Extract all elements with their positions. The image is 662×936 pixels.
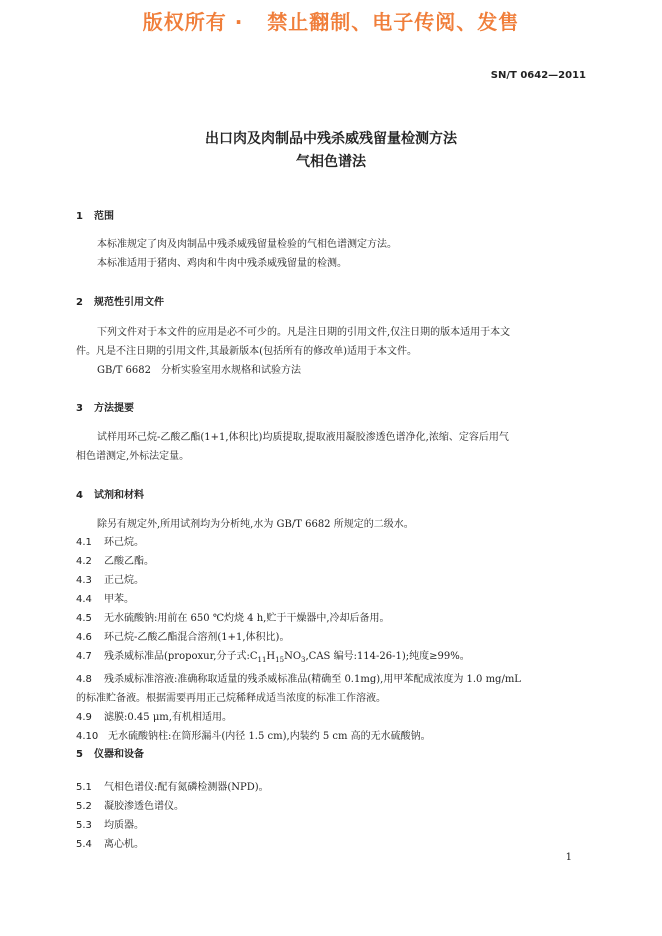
section-number: 2 (76, 297, 83, 308)
document-subtitle: 气相色谱法 (296, 154, 366, 170)
formula-suffix: ,CAS 编号:114-26-1);纯度≥99%。 (305, 651, 470, 662)
item-text: 离心机。 (104, 839, 144, 850)
formula-prefix: 残杀威标准品(propoxur,分子式:C (104, 651, 258, 662)
page-number: 1 (565, 852, 572, 863)
section-title: 试剂和材料 (94, 490, 144, 501)
subscript: 11 (257, 656, 267, 664)
item-text: 均质器。 (104, 820, 144, 831)
standard-code: SN/T 0642—2011 (490, 70, 586, 81)
item-number: 4.3 (76, 575, 92, 586)
item-text: 甲苯。 (104, 594, 134, 605)
list-item (76, 835, 587, 854)
list-item (76, 590, 587, 609)
item-text: 环己烷-乙酸乙酯混合溶剂(1+1,体积比)。 (104, 632, 290, 643)
list-item (76, 727, 587, 746)
section-2-heading (76, 293, 164, 308)
formula-part: NO (284, 651, 302, 662)
list-item (76, 571, 587, 590)
list-item (76, 816, 587, 835)
section-number: 3 (76, 403, 83, 414)
item-text: 无水硫酸钠柱:在筒形漏斗(内径 1.5 cm),内装约 5 cm 高的无水硫酸钠。 (108, 731, 431, 742)
item-number: 4.4 (76, 594, 92, 605)
list-item (76, 670, 587, 689)
item-text: 滤膜:0.45 μm,有机相适用。 (104, 712, 232, 723)
item-number: 4.10 (76, 731, 99, 742)
paragraph-line: 下列文件对于本文件的应用是必不可少的。凡是注日期的引用文件,仅注日期的版本适用于本文 (97, 327, 511, 338)
item-number: 4.8 (76, 674, 92, 685)
item-text: 凝胶渗透色谱仪。 (104, 801, 184, 812)
paragraph: 除另有规定外,所用试剂均为分析纯,水为 GB/T 6682 所规定的二级水。 (97, 519, 414, 530)
paragraph: 本标准适用于猪肉、鸡肉和牛肉中残杀威残留量的检测。 (97, 258, 347, 269)
section-title: 方法提要 (94, 403, 134, 414)
list-item (76, 708, 587, 727)
item-text: 乙酸乙酯。 (104, 556, 154, 567)
item-number: 4.6 (76, 632, 92, 643)
section-4-heading (76, 486, 144, 501)
normative-reference: GB/T 6682 分析实验室用水规格和试验方法 (97, 365, 302, 376)
copyright-watermark: 版权所有 · 禁止翻制、电子传阅、发售 (142, 10, 520, 34)
subscript: 3 (301, 656, 306, 664)
item-number: 4.1 (76, 537, 92, 548)
item-number: 5.2 (76, 801, 92, 812)
list-item (76, 552, 587, 571)
list-item (76, 609, 587, 628)
list-item (76, 533, 587, 552)
section-2-body (76, 323, 587, 380)
section-title: 仪器和设备 (94, 749, 144, 760)
list-item (76, 797, 587, 816)
item-number: 4.2 (76, 556, 92, 567)
list-item (76, 647, 587, 670)
item-text: 残杀威标准溶液:准确称取适量的残杀威标准品(精确至 0.1mg),用甲苯配成浓度为 1.0 mg/mL (104, 674, 521, 685)
item-number: 5.3 (76, 820, 92, 831)
item-number: 4.9 (76, 712, 92, 723)
document-title: 出口肉及肉制品中残杀威残留量检测方法 (205, 131, 457, 147)
item-text: 环己烷。 (104, 537, 144, 548)
formula-part: H (266, 651, 276, 662)
paragraph-line: 相色谱测定,外标法定量。 (76, 451, 190, 462)
section-number: 4 (76, 490, 83, 501)
section-3-heading (76, 399, 134, 414)
item-text: 正己烷。 (104, 575, 144, 586)
section-1-heading (76, 207, 114, 222)
list-item (76, 628, 587, 647)
paragraph: 本标准规定了肉及肉制品中残杀威残留量检验的气相色谱测定方法。 (97, 239, 397, 250)
list-item-continuation: 的标准贮备液。根据需要再用正己烷稀释成适当浓度的标准工作溶液。 (76, 693, 386, 704)
subscript: 15 (275, 656, 285, 664)
item-number: 5.4 (76, 839, 92, 850)
section-4-items (76, 533, 587, 746)
section-5-items (76, 778, 587, 854)
section-number: 5 (76, 749, 83, 760)
list-item (76, 778, 587, 797)
section-number: 1 (76, 211, 83, 222)
section-5-heading (76, 745, 144, 760)
item-text: 气相色谱仪:配有氮磷检测器(NPD)。 (104, 782, 269, 793)
section-title: 规范性引用文件 (94, 297, 164, 308)
section-3-body (76, 428, 587, 466)
item-number: 4.7 (76, 651, 92, 662)
section-title: 范围 (94, 211, 114, 222)
section-1-body (76, 235, 587, 273)
item-number: 4.5 (76, 613, 92, 624)
section-4-intro (76, 515, 587, 534)
paragraph-line: 件。凡是不注日期的引用文件,其最新版本(包括所有的修改单)适用于本文件。 (76, 346, 417, 357)
item-text: 无水硫酸钠:用前在 650 ℃灼烧 4 h,贮于干燥器中,冷却后备用。 (104, 613, 390, 624)
paragraph-line: 试样用环己烷-乙酸乙酯(1+1,体积比)均质提取,提取液用凝胶渗透色谱净化,浓缩、定容后用气 (97, 432, 509, 443)
item-text (104, 651, 470, 662)
item-number: 5.1 (76, 782, 92, 793)
